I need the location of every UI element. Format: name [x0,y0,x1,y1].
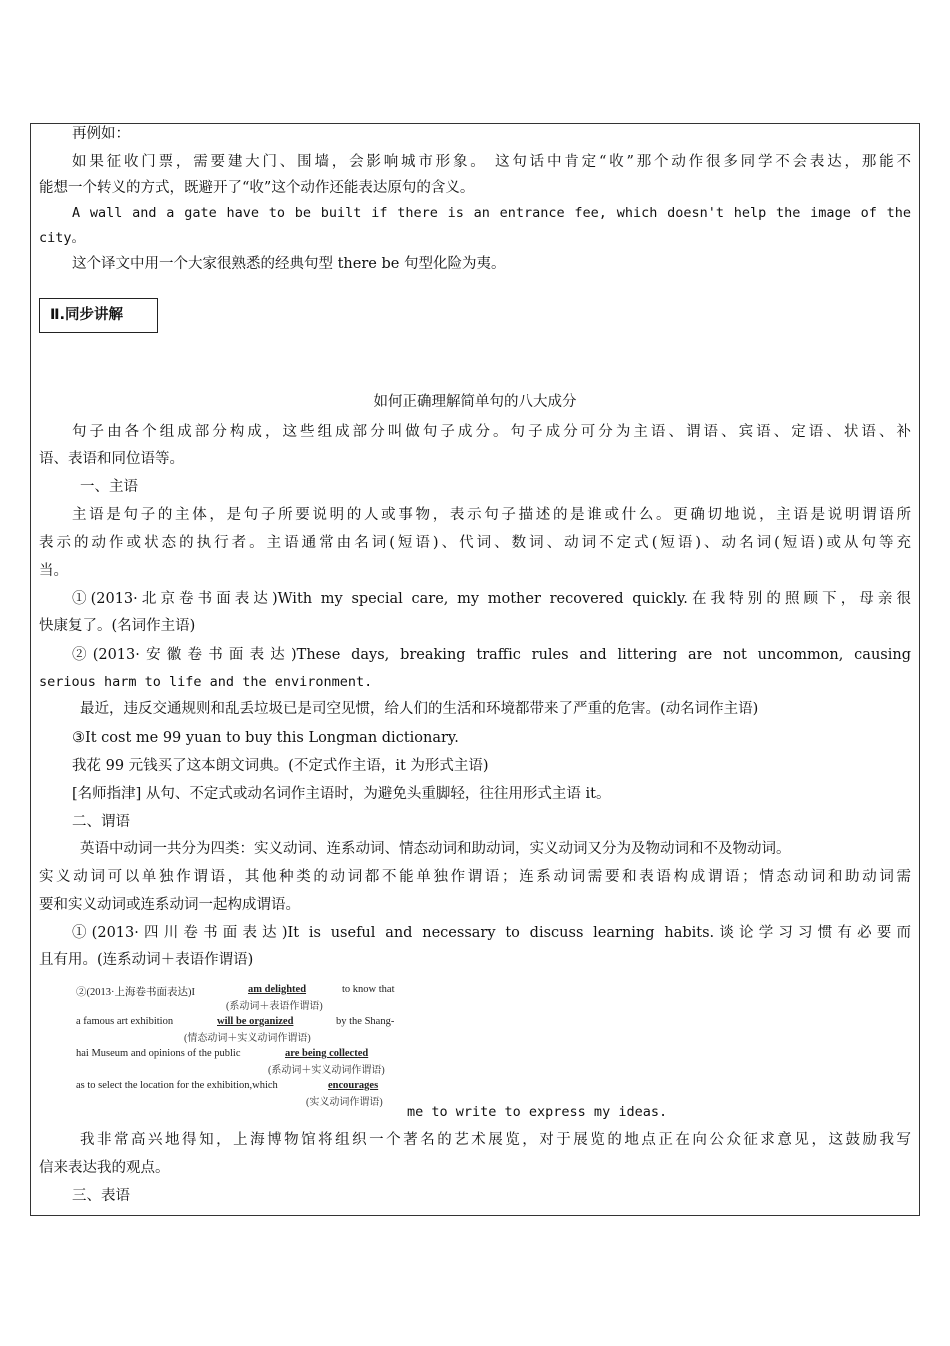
example-line: 我非常高兴地得知，上海博物馆将组织一个著名的艺术展览，对于展览的地点正在向公众征求意见，这鼓励我写 [80,1132,911,1148]
figure-text: as to select the location for the exhibition,which [76,1080,278,1091]
figure-text: by the Shang- [336,1016,395,1027]
english-line: A wall and a gate have to be built if there is an entrance fee, which doesn't help the image of the [72,205,911,221]
figure-note: (系动词＋实义动词作谓语) [268,1065,385,1076]
section-subheading: 二、谓语 [72,814,130,830]
article-title: 如何正确理解简单句的八大成分 [373,394,577,410]
english-line: city。 [39,230,86,246]
example-line: 最近，违反交通规则和乱丢垃圾已是司空见惯，给人们的生活和环境都带来了严重的危害。(动名词作主语) [80,701,759,717]
tip-line: [名师指津] 从句、不定式或动名词作主语时，为避免头重脚轻，往往用形式主语 it。 [72,786,611,802]
intro-text: 再例如： [72,126,130,142]
annotated-example-figure [76,982,406,1110]
example-line: serious harm to life and the environment. [39,674,373,690]
example-line: ①(2013·四川卷书面表达)It is useful and necessary to discuss learning habits.谈论学习习惯有必要而 [72,925,911,941]
example-line: ③It cost me 99 yuan to buy this Longman dictionary. [72,730,459,746]
paragraph-line: 能想一个转义的方式，既避开了“收”这个动作还能表达原句的含义。 [39,180,475,196]
example-line: ②(2013·安徽卷书面表达)These days, breaking traffic rules and littering are not uncommon, causing [72,647,911,663]
example-line: 快康复了。(名词作主语) [39,618,196,634]
figure-predicate: am delighted [248,984,307,995]
figure-predicate: are being collected [285,1048,369,1059]
figure-note: (系动词＋表语作谓语) [226,1001,323,1012]
figure-text: hai Museum and opinions of the public [76,1048,241,1059]
example-line: 我花 99 元钱买了这本朗文词典。(不定式作主语，it 为形式主语) [72,758,489,774]
section-subheading: 三、表语 [72,1188,130,1204]
paragraph-line: 句子由各个组成部分构成，这些组成部分叫做句子成分。句子成分可分为主语、谓语、宾语、定语、状语、补 [72,424,911,440]
figure-predicate: encourages [328,1080,379,1091]
paragraph-line: 英语中动词一共分为四类：实义动词、连系动词、情态动词和助动词，实义动词又分为及物动词和不及物动词。 [80,841,791,857]
paragraph-line: 表示的动作或状态的执行者。主语通常由名词(短语)、代词、数词、动词不定式(短语)、动名词(短语)或从句等充 [39,535,911,551]
figure-text: a famous art exhibition [76,1016,174,1027]
figure-predicate: will be organized [217,1016,294,1027]
section-subheading: 一、主语 [80,479,138,495]
figure-note: (情态动词＋实义动词作谓语) [184,1033,311,1044]
paragraph-line: 要和实义动词或连系动词一起构成谓语。 [39,897,300,913]
example-line: 信来表达我的观点。 [39,1160,170,1176]
example-line: 且有用。(连系动词＋表语作谓语) [39,952,254,968]
section-heading: Ⅱ.同步讲解 [39,298,158,333]
paragraph-line: 这个译文中用一个大家很熟悉的经典句型 there be 句型化险为夷。 [72,256,506,272]
figure-text: to know that [342,984,395,995]
example-line: me to write to express my ideas. [407,1104,668,1120]
paragraph-line: 主语是句子的主体，是句子所要说明的人或事物，表示句子描述的是谁或什么。更确切地说，主语是说明谓语所 [72,507,911,523]
paragraph-line: 实义动词可以单独作谓语，其他种类的动词都不能单独作谓语；连系动词需要和表语构成谓语；情态动词和助动词需 [39,869,911,885]
paragraph-line: 语、表语和同位语等。 [39,451,184,467]
figure-text: ②(2013·上海卷书面表达)I [76,987,195,998]
example-line: ①(2013·北京卷书面表达)With my special care, my mother recovered quickly.在我特别的照顾下，母亲很 [72,591,911,607]
paragraph-line: 当。 [39,563,68,579]
paragraph-line: 如果征收门票，需要建大门、围墙，会影响城市形象。 这句话中肯定“收”那个动作很多同学不会表达，那能不 [72,154,911,170]
figure-note: (实义动词作谓语) [306,1097,383,1108]
